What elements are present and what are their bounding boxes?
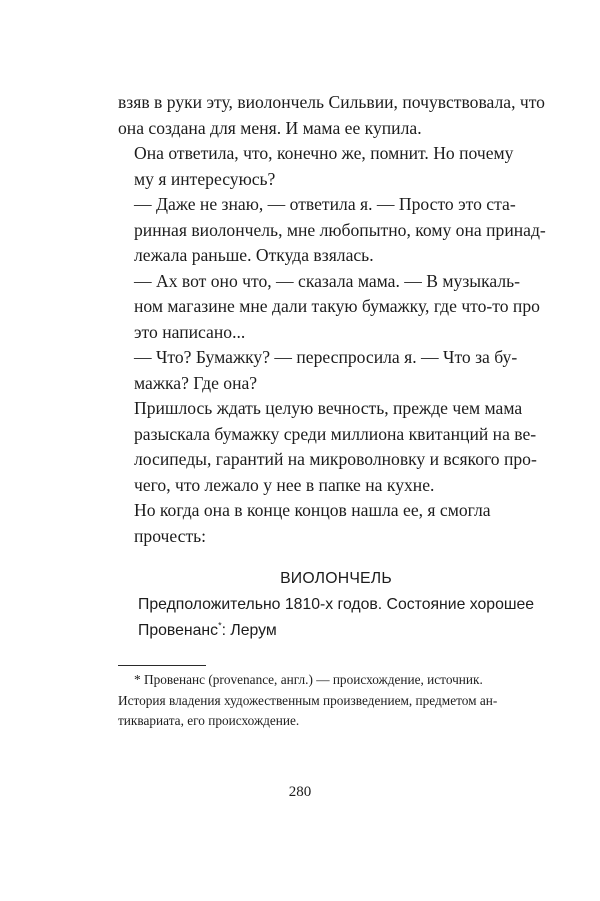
page-number: 280 (288, 784, 312, 800)
paragraph (118, 90, 545, 141)
paragraph (118, 269, 540, 346)
provenance-document (138, 566, 534, 644)
text-line: Она ответила, что, конечно же, помнит. Но почему (134, 143, 514, 163)
text-line: — Ах вот оно что, — сказала мама. — В музыкаль- (134, 270, 521, 291)
document-description: Предположительно 1810-х годов. Состояние хорошее (138, 596, 535, 613)
text-line: ном магазине мне дали такую бумажку, где что-то про (134, 296, 540, 316)
paragraph (118, 141, 534, 192)
text-line: прочесть: (134, 525, 207, 546)
footnote-line: * Провенанс (provenance, англ.) — происхождение, источник. (134, 672, 483, 687)
text-line: чего, что лежало у нее в папке на кухне. (134, 474, 435, 495)
text-line: ринная виолончель, мне любопытно, кому она принад- (134, 219, 546, 240)
text-line: лосипеды, гарантий на микроволновку и всякого про- (134, 449, 537, 469)
text-line: мажка? Где она? (134, 372, 258, 393)
provenance-value: : Лерум (221, 622, 277, 639)
text-line: — Что? Бумажку? — переспросила я. — Что за бу- (134, 347, 518, 367)
text-line: взяв в руки эту, виолончель Сильвии, почувствовала, что (118, 92, 545, 112)
text-line: она создана для меня. И мама ее купила. (118, 117, 422, 138)
paragraph (118, 345, 534, 396)
text-line: Пришлось ждать целую вечность, прежде чем мама (134, 398, 523, 418)
text-line: лежала раньше. Откуда взялась. (134, 245, 374, 265)
footnote (118, 670, 534, 732)
document-title: ВИОЛОНЧЕЛЬ (280, 570, 392, 587)
footnote-marker: * (218, 620, 222, 631)
document-provenance (138, 618, 534, 644)
text-line: разыскала бумажку среди миллиона квитанций на ве- (134, 423, 537, 444)
paragraph (118, 192, 546, 269)
paragraph (118, 498, 534, 549)
provenance-label: Провенанс (138, 622, 219, 639)
footnote-divider (118, 665, 206, 666)
text-line: му я интересуюсь? (134, 168, 276, 189)
text-line: это написано... (134, 321, 246, 342)
paragraph (118, 396, 537, 498)
footnote-line: История владения художественным произведением, предметом ан- (118, 692, 498, 708)
text-line: — Даже не знаю, — ответила я. — Просто это ста- (134, 194, 516, 214)
text-line: Но когда она в конце концов нашла ее, я смогла (134, 500, 491, 520)
body-text (118, 90, 546, 549)
footnote-line: тиквариата, его происхождение. (118, 713, 300, 728)
